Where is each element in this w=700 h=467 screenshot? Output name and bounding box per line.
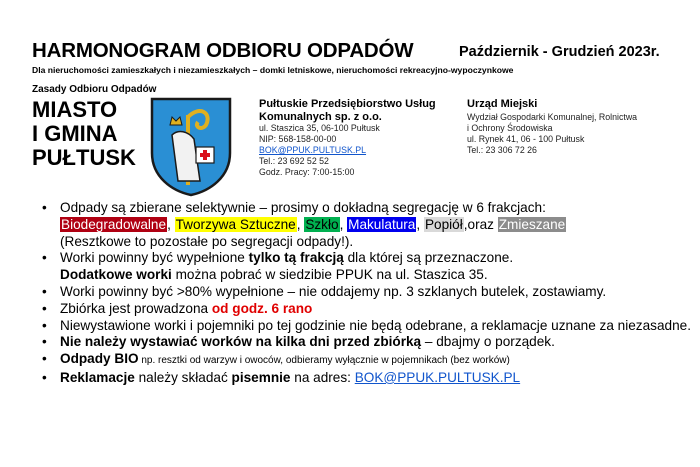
ppuk-phone: Tel.: 23 692 52 52: [259, 156, 329, 166]
ppuk-contact: [259, 98, 436, 178]
urzad-phone: Tel.: 23 306 72 26: [467, 144, 537, 155]
fraction-bio: Biodegradowalne: [61, 216, 167, 232]
fraction-paper: Makulatura: [348, 216, 416, 232]
fraction-mixed: Zmieszane: [498, 216, 566, 232]
rule-7-a: Odpady BIO: [60, 351, 139, 367]
rule-8-c: pisemnie: [231, 369, 291, 385]
ppuk-nip: NIP: 568-158-00-00: [259, 134, 337, 144]
rule-3: Worki powinny być >80% wypełnione – nie oddajemy np. 3 szklanych butelek, zostawiamy.: [60, 283, 607, 299]
rule-1-intro: Odpady są zbierane selektywnie – prosimy o dokładną segregację w 6 frakcjach:: [60, 200, 546, 215]
city-line-2: I GMINA: [32, 121, 118, 146]
ppuk-hours: Godz. Pracy: 7:00-15:00: [259, 167, 355, 177]
rule-2-a: Worki powinny być wypełnione: [60, 250, 249, 266]
rule-4-b: od godz. 6 rano: [211, 300, 313, 316]
city-name: [32, 98, 136, 170]
rule-6-a: Nie należy wystawiać worków na kilka dni przed zbiórką: [60, 334, 422, 350]
rule-6-b: – dbajmy o porządek.: [421, 334, 555, 350]
coat-of-arms-icon: [148, 95, 234, 197]
rule-4-a: Zbiórka jest prowadzona: [60, 300, 212, 316]
urzad-name: Urząd Miejski: [467, 98, 538, 110]
urzad-dept-1: Wydział Gospodarki Komunalnej, Rolnictwa: [467, 111, 638, 122]
schedule-period: Październik - Grudzień 2023r.: [459, 44, 660, 60]
rules-list: [30, 200, 695, 387]
urzad-contact: [467, 98, 637, 156]
rule-8-a: Reklamacje: [60, 369, 135, 385]
urzad-dept-2: i Ochrony Środowiska: [467, 122, 553, 133]
city-line-1: MIASTO: [32, 97, 118, 122]
complaints-email-link[interactable]: BOK@PPUK.PULTUSK.PL: [354, 369, 521, 385]
fraction-ash: Popiół: [424, 216, 463, 232]
urzad-address: ul. Rynek 41, 06 - 100 Pułtusk: [467, 133, 585, 144]
rule-item-early: [30, 334, 695, 351]
rule-2-e: można pobrać w siedzibie PPUK na ul. Staszica 35.: [171, 267, 488, 283]
rule-item-fractions: • Odpady są zbierane selektywnie – prosimy o dokładną segregację w 6 frakcjach: Biodegradowalne, Tworzywa Sztuczne, Szkło, Makulatura, Popiół,oraz Zmieszane (Resztkowe to pozostałe po segregacji odpady!).: [30, 200, 695, 250]
ppuk-address: ul. Staszica 35, 06-100 Pułtusk: [259, 123, 380, 133]
rule-8-b: należy składać: [134, 369, 232, 385]
rule-7-b: np. resztki od warzyw i owoców, odbieramy wyłącznie w pojemnikach (bez worków): [138, 355, 510, 367]
ppuk-name-2: Komunalnych sp. z o.o.: [259, 110, 382, 123]
rule-item-complaints-late: [30, 318, 695, 335]
rule-2-c: dla której są przeznaczone.: [343, 250, 514, 266]
fraction-oraz: oraz: [467, 216, 494, 232]
rule-item-bio: [30, 351, 695, 370]
fraction-glass: Szkło: [305, 216, 339, 232]
city-line-3: PUŁTUSK: [32, 145, 136, 170]
rule-8-d: na adres:: [290, 369, 355, 385]
fraction-plastics: Tworzywa Sztuczne: [175, 216, 296, 232]
page-title: HARMONOGRAM ODBIORU ODPADÓW: [32, 39, 414, 62]
rule-item-fill: [30, 284, 695, 301]
rule-item-bags: [30, 250, 695, 284]
ppuk-email-link[interactable]: BOK@PPUK.PULTUSK.PL: [259, 145, 367, 155]
rules-heading: Zasady Odbioru Odpadów: [32, 84, 157, 95]
rule-item-complaints: [30, 370, 695, 387]
ppuk-name-1: Pułtuskie Przedsiębiorstwo Usług: [259, 98, 436, 110]
rule-1-note: (Resztkowe to pozostałe po segregacji odpady!).: [60, 233, 354, 249]
rule-5: Niewystawione worki i pojemniki po tej godzinie nie będą odebrane, a reklamacje uznane za niezasadne.: [60, 317, 691, 333]
rule-item-time: [30, 301, 695, 318]
page-subtitle: Dla nieruchomości zamieszkałych i niezamieszkałych – domki letniskowe, nieruchomości rekreacyjno-wypoczynkowe: [32, 65, 514, 75]
rule-2-b: tylko tą frakcją: [248, 250, 344, 266]
rule-2-d: Dodatkowe worki: [60, 267, 172, 283]
